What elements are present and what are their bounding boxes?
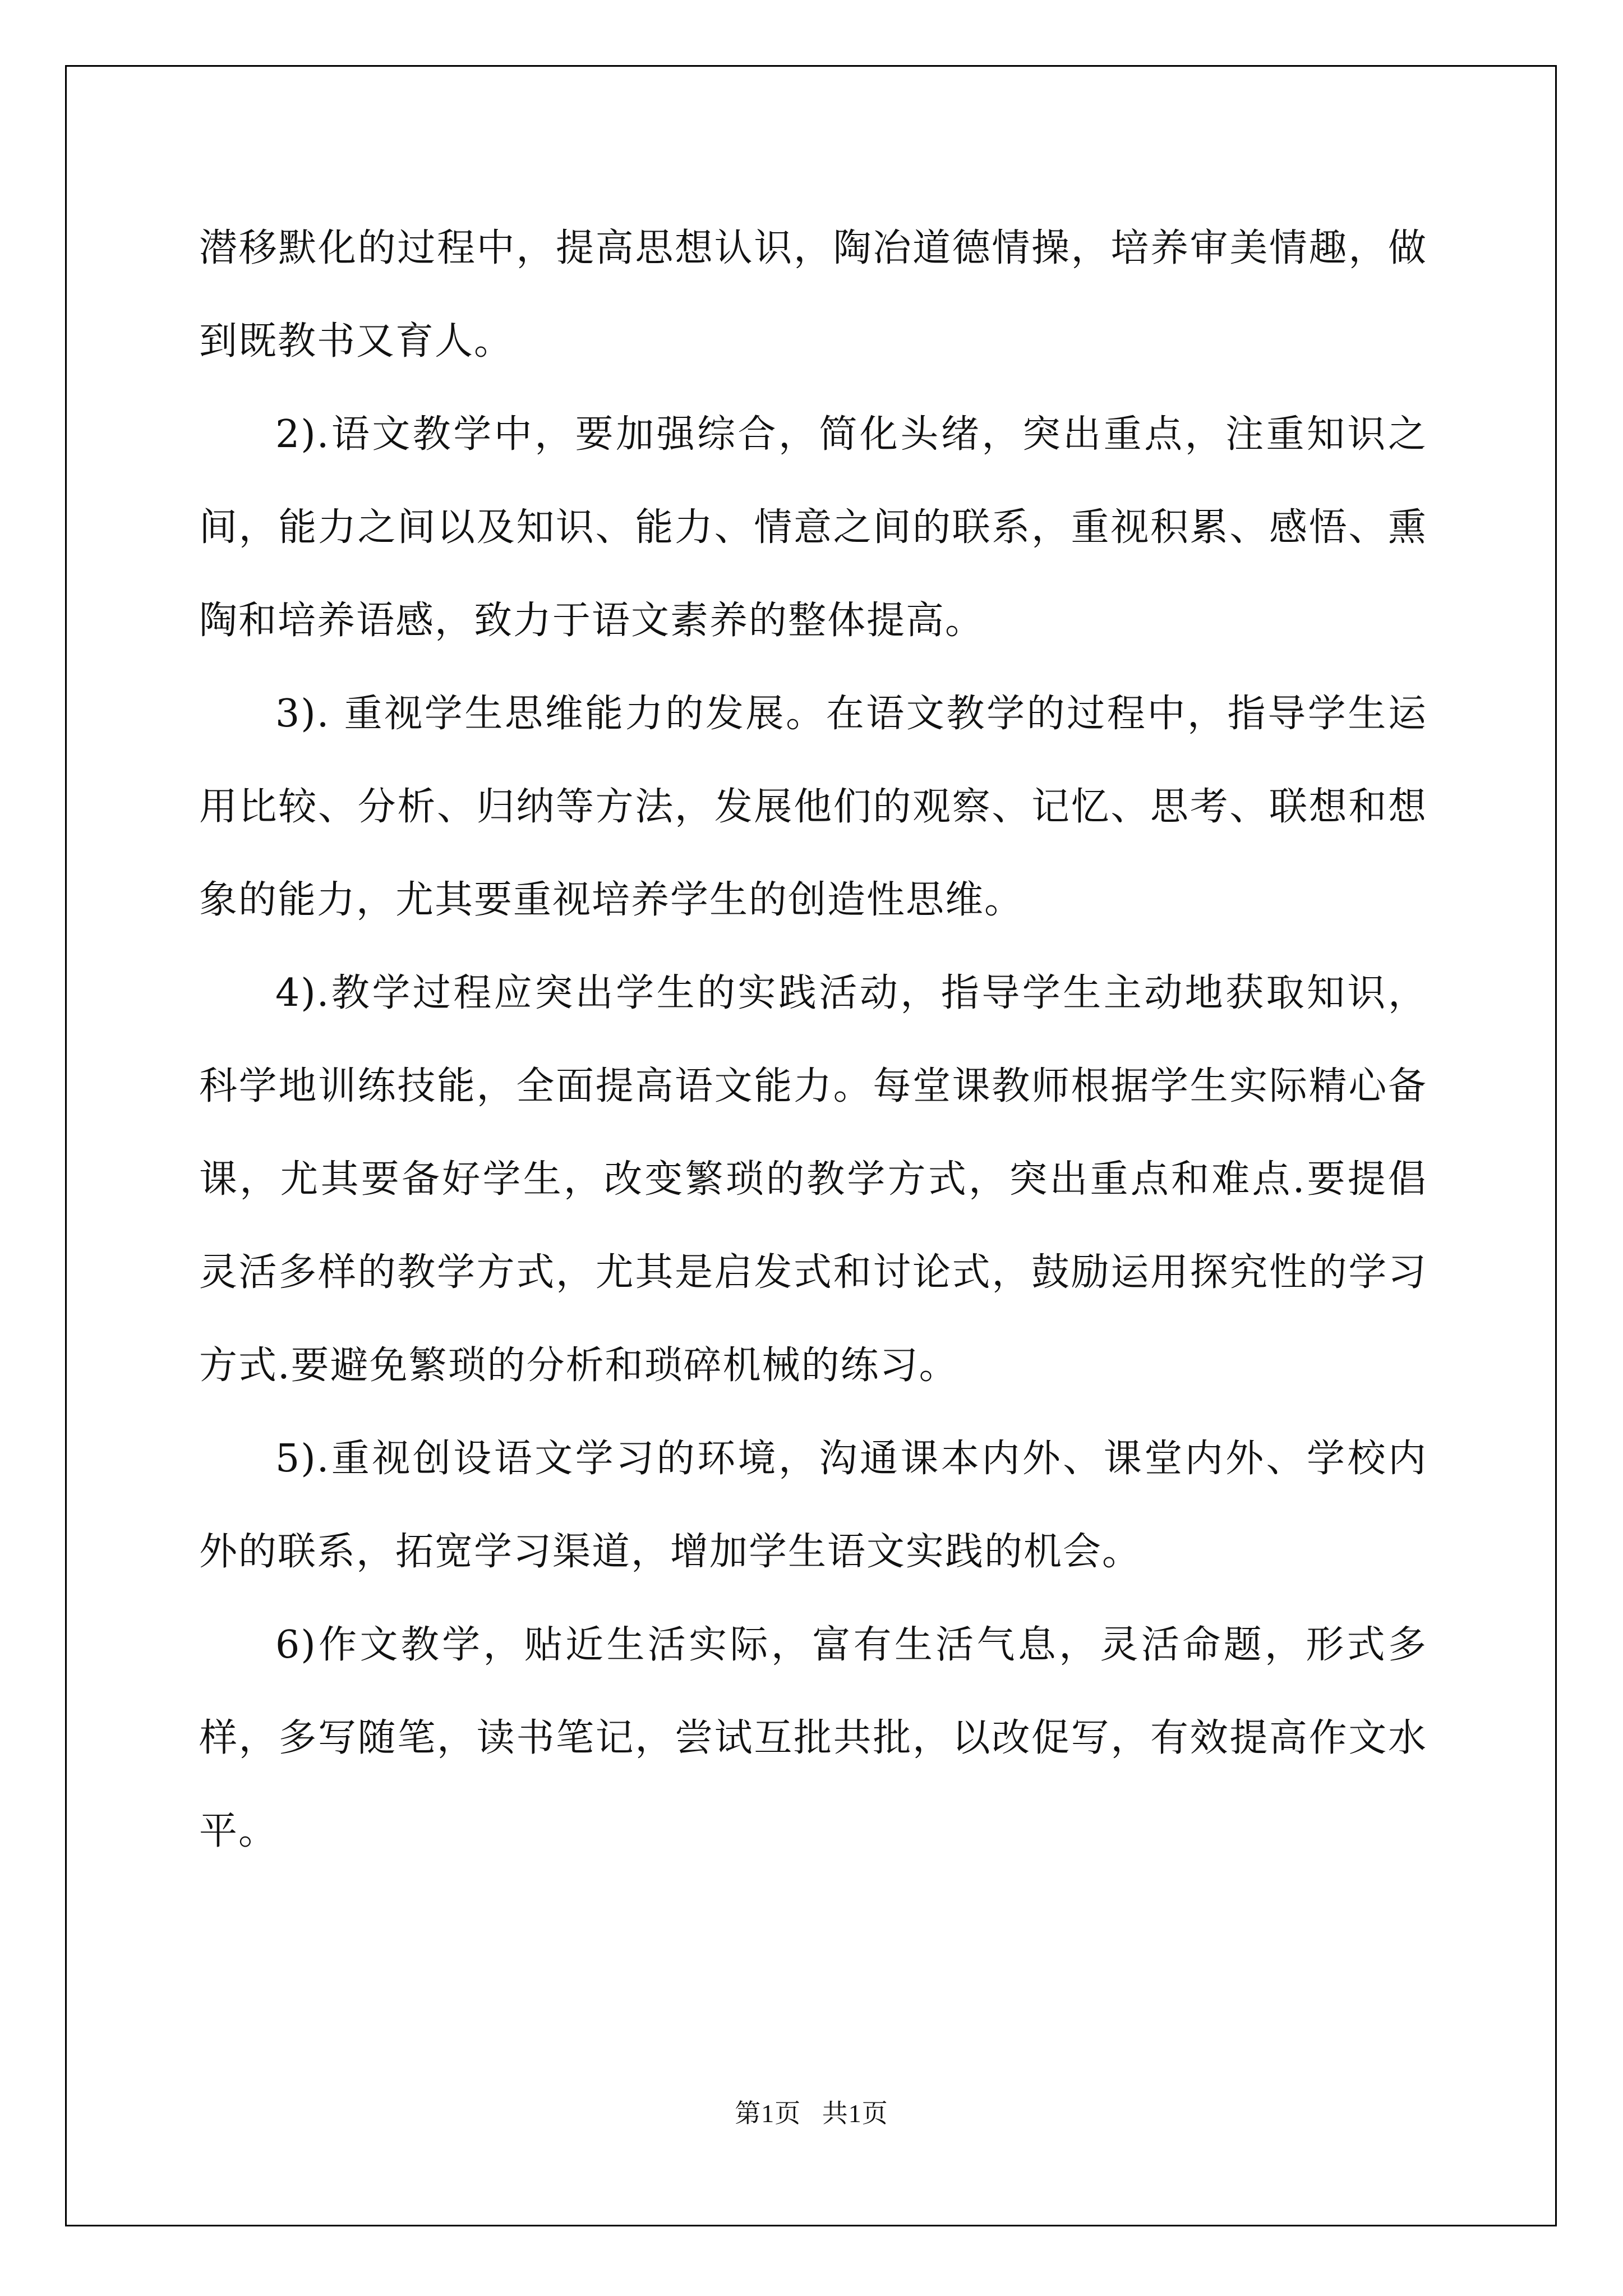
paragraph-4: 4).教学过程应突出学生的实践活动，指导学生主动地获取知识，科学地训练技能，全面提高语文能力。每堂课教师根据学生实际精心备课，尤其要备好学生，改变繁琐的教学方式，突出重点和难点.要提倡灵活多样的教学方式，尤其是启发式和讨论式，鼓励运用探究性的学习方式.要避免繁琐的分析和琐碎机械的练习。 <box>199 971 1427 1388</box>
paragraph-3: 3). 重视学生思维能力的发展。在语文教学的过程中，指导学生运用比较、分析、归纳等方法，发展他们的观察、记忆、思考、联想和想象的能力，尤其要重视培养学生的创造性思维。 <box>199 692 1427 922</box>
paragraph-6: 6)作文教学，贴近生活实际，富有生活气息，灵活命题，形式多样，多写随笔，读书笔记，尝试互批共批，以改促写，有效提高作文水平。 <box>199 1623 1427 1853</box>
page-number-footer: 第1页 共1页 <box>735 2099 888 2128</box>
paragraph-5: 5).重视创设语文学习的环境，沟通课本内外、课堂内外、学校内外的联系，拓宽学习渠道，增加学生语文实践的机会。 <box>199 1437 1427 1574</box>
document-body <box>199 202 1427 1878</box>
paragraph-1: 潜移默化的过程中，提高思想认识，陶冶道德情操，培养审美情趣，做到既教书又育人。 <box>199 226 1427 364</box>
paragraph-2: 2).语文教学中，要加强综合，简化头绪，突出重点，注重知识之间，能力之间以及知识、能力、情意之间的联系，重视积累、感悟、熏陶和培养语感，致力于语文素养的整体提高。 <box>199 412 1427 643</box>
